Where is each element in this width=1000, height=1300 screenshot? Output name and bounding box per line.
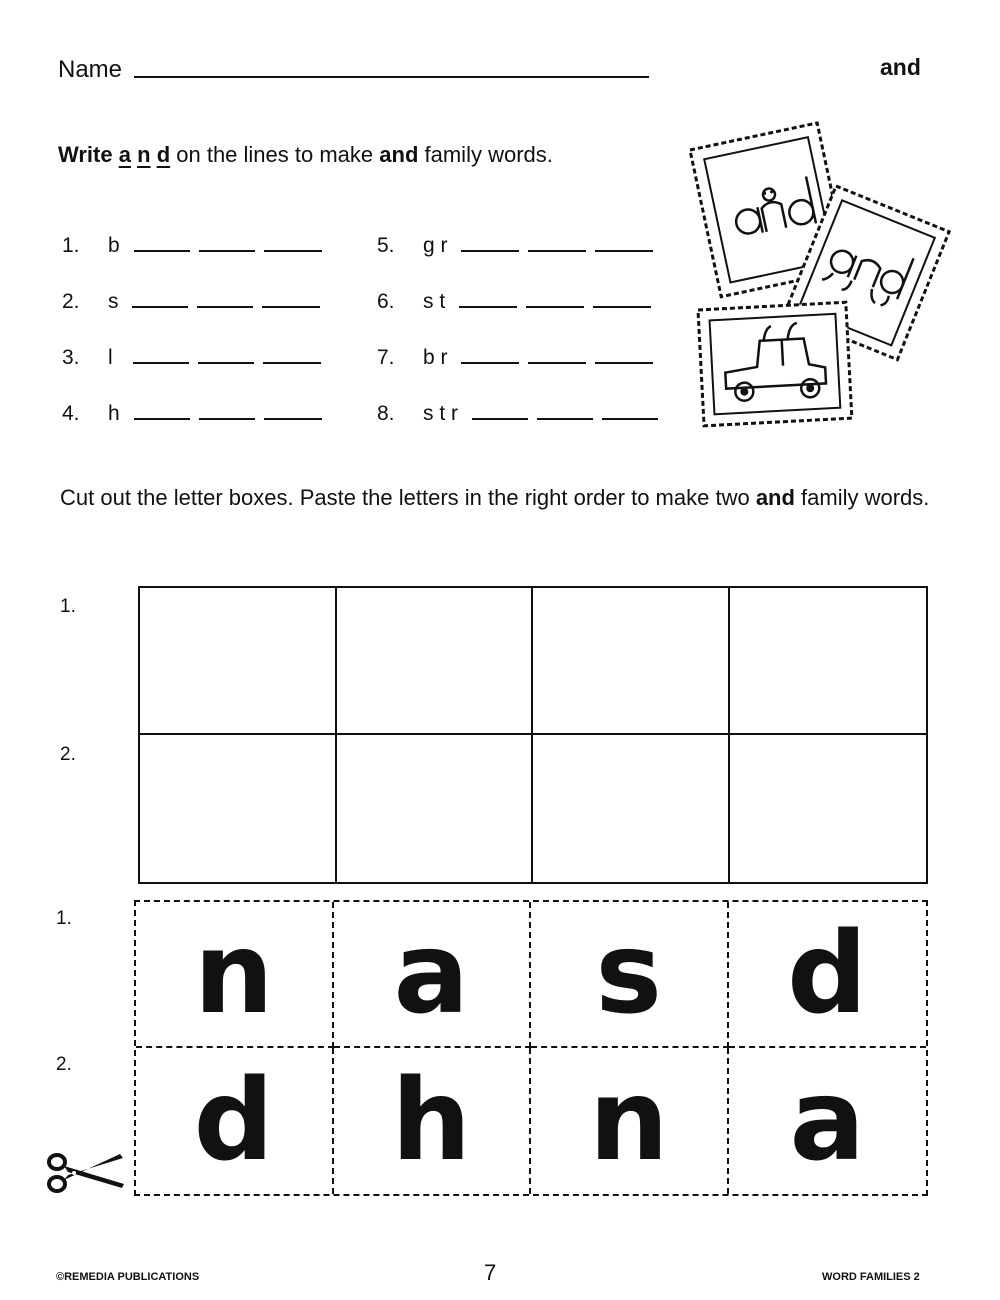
letter-box[interactable]: a <box>789 1056 866 1186</box>
answer-blank[interactable] <box>264 250 322 252</box>
letter-d: d <box>156 142 171 167</box>
letter-box[interactable]: h <box>334 1048 532 1194</box>
page-number: 7 <box>484 1260 497 1285</box>
exercise1-instruction <box>58 142 553 168</box>
instruction-bold: and <box>379 142 419 167</box>
car-stamp <box>698 302 852 426</box>
paste-row-label-2: 2. <box>60 744 76 765</box>
answer-blank[interactable] <box>199 418 255 420</box>
answer-blank[interactable] <box>595 250 653 252</box>
item-prefix: l <box>108 346 113 369</box>
item-number: 3. <box>62 346 80 369</box>
item-number: 6. <box>377 290 395 313</box>
item-prefix: g r <box>423 234 448 257</box>
instruction2-post: family words. <box>794 485 930 510</box>
instruction-end: family words. <box>418 142 553 167</box>
answer-blank[interactable] <box>595 362 653 364</box>
word-item <box>62 346 330 376</box>
answer-blank[interactable] <box>198 362 254 364</box>
paste-box[interactable] <box>730 588 927 735</box>
paste-box[interactable] <box>140 735 337 882</box>
letter-box[interactable]: s <box>531 902 729 1048</box>
word-item <box>62 234 331 264</box>
instruction-rest: on the lines to make <box>170 142 380 167</box>
paste-box[interactable] <box>337 588 534 735</box>
paste-box[interactable] <box>140 588 337 735</box>
answer-blank[interactable] <box>461 362 519 364</box>
letter-a: a <box>118 142 131 167</box>
letter-box[interactable]: n <box>531 1048 729 1194</box>
item-number: 7. <box>377 346 395 369</box>
item-number: 8. <box>377 402 395 425</box>
word-item <box>377 290 660 320</box>
letter-box[interactable]: d <box>729 902 927 1048</box>
letter-box[interactable]: a <box>334 902 532 1048</box>
answer-blank[interactable] <box>134 250 190 252</box>
word-item <box>377 402 667 432</box>
instruction2-pre: Cut out the letter boxes. Paste the letters in the right order to make two <box>60 485 756 510</box>
answer-blank[interactable] <box>262 306 320 308</box>
answer-blank[interactable] <box>472 418 528 420</box>
paste-box[interactable] <box>533 588 730 735</box>
letter-box[interactable]: n <box>136 902 334 1048</box>
word-family-tag: and <box>880 54 921 80</box>
stamps-illustration <box>688 110 964 440</box>
answer-blank[interactable] <box>537 418 593 420</box>
letter-box[interactable]: d <box>136 1048 334 1194</box>
instruction-write: Write <box>58 142 113 167</box>
paste-grid <box>138 586 928 884</box>
instruction2-bold: and <box>755 485 795 510</box>
item-number: 5. <box>377 234 395 257</box>
answer-blank[interactable] <box>461 250 519 252</box>
word-item <box>377 346 662 376</box>
paste-box[interactable] <box>533 735 730 882</box>
footer-publisher: ©REMEDIA PUBLICATIONS <box>56 1271 200 1283</box>
item-number: 4. <box>62 402 80 425</box>
item-prefix: h <box>108 402 120 425</box>
item-prefix: s t <box>423 290 446 313</box>
cut-row-label-2: 2. <box>56 1054 72 1075</box>
letter-n: n <box>137 142 151 167</box>
cutout-letter-grid <box>134 900 928 1196</box>
word-item <box>62 402 331 432</box>
answer-blank[interactable] <box>134 418 190 420</box>
answer-blank[interactable] <box>263 362 321 364</box>
scissors-icon <box>44 1148 128 1198</box>
word-item <box>377 234 662 264</box>
answer-blank[interactable] <box>528 250 586 252</box>
cut-row-label-1: 1. <box>56 908 72 929</box>
name-line[interactable] <box>134 76 649 78</box>
paste-box[interactable] <box>730 735 927 882</box>
item-number: 2. <box>62 290 80 313</box>
exercise2-instruction <box>60 484 940 512</box>
answer-blank[interactable] <box>197 306 253 308</box>
paste-box[interactable] <box>337 735 534 882</box>
answer-blank[interactable] <box>528 362 586 364</box>
item-prefix: s t r <box>423 402 458 425</box>
answer-blank[interactable] <box>199 250 255 252</box>
footer-book-title: WORD FAMILIES 2 <box>822 1271 920 1283</box>
answer-blank[interactable] <box>132 306 188 308</box>
answer-blank[interactable] <box>593 306 651 308</box>
item-number: 1. <box>62 234 80 257</box>
answer-blank[interactable] <box>459 306 517 308</box>
name-label: Name <box>58 56 123 83</box>
answer-blank[interactable] <box>133 362 189 364</box>
paste-row-label-1: 1. <box>60 596 76 617</box>
item-prefix: b <box>108 234 120 257</box>
item-prefix: s <box>108 290 119 313</box>
answer-blank[interactable] <box>526 306 584 308</box>
answer-blank[interactable] <box>602 418 658 420</box>
word-item <box>62 290 329 320</box>
item-prefix: b r <box>423 346 448 369</box>
answer-blank[interactable] <box>264 418 322 420</box>
